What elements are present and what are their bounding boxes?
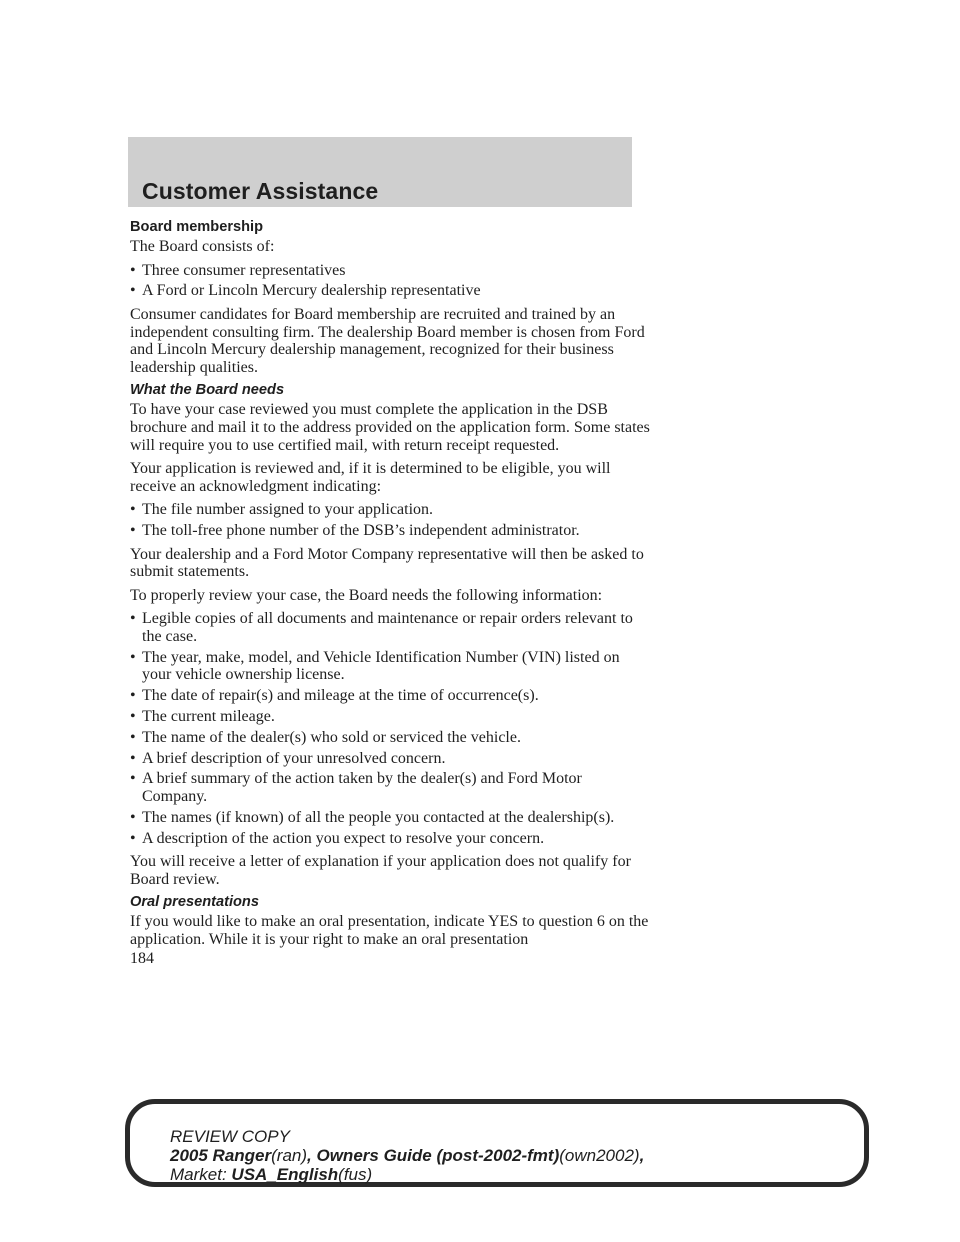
page-number: 184	[130, 950, 154, 967]
bullet-list-required-info	[130, 610, 650, 847]
bullet-icon: •	[130, 522, 136, 540]
heading-oral-presentations: Oral presentations	[130, 894, 259, 911]
bullet-list-board-members	[130, 262, 650, 300]
bullet-icon: •	[130, 749, 136, 767]
list-item: • Legible copies of all documents and maintenance or repair orders relevant to the case.	[130, 610, 633, 646]
paragraph: To have your case reviewed you must complete the application in the DSB brochure and mail it to the address provided on the application form. Some states will require you to use certified mail, with return receipt requested.	[130, 401, 650, 454]
paragraph: Your dealership and a Ford Motor Company representative will then be asked to submit statements.	[130, 545, 644, 581]
paragraph: If you would like to make an oral presentation, indicate YES to question 6 on the application. While it is your right to make an oral presentation	[130, 913, 649, 948]
list-item: • A brief summary of the action taken by the dealer(s) and Ford Motor Company.	[130, 770, 582, 805]
list-item: • Three consumer representatives	[130, 261, 346, 279]
list-item: • A Ford or Lincoln Mercury dealership representative	[130, 282, 481, 300]
list-item: • The current mileage.	[130, 708, 275, 725]
section-title: Customer Assistance	[142, 178, 379, 204]
bullet-icon: •	[130, 808, 136, 826]
bullet-icon: •	[130, 708, 136, 725]
list-item: • The date of repair(s) and mileage at the time of occurrence(s).	[130, 687, 539, 705]
list-item: • The names (if known) of all the people you contacted at the dealership(s).	[130, 808, 615, 826]
bullet-icon: •	[130, 687, 136, 705]
paragraph: You will receive a letter of explanation if your application does not qualify for Board review.	[130, 853, 631, 888]
bullet-icon: •	[130, 829, 136, 847]
bullet-icon: •	[130, 648, 136, 666]
bullet-icon: •	[130, 261, 136, 279]
list-item: • The year, make, model, and Vehicle Identification Number (VIN) listed on your vehicle ownership license.	[130, 648, 620, 684]
paragraph: The Board consists of:	[130, 238, 275, 255]
footer-text	[170, 1127, 644, 1184]
paragraph: Consumer candidates for Board membership are recruited and trained by an independent consulting firm. The dealership Board member is chosen from Ford and Lincoln Mercury dealership management, recognized for their business leadership qualities.	[130, 305, 645, 376]
bullet-icon: •	[130, 728, 136, 746]
list-item: • The toll-free phone number of the DSB’s independent administrator.	[130, 522, 580, 540]
list-item: • A description of the action you expect to resolve your concern.	[130, 829, 545, 847]
list-item: • The file number assigned to your application.	[130, 501, 434, 519]
section-header-band	[128, 137, 632, 207]
footer-line-market: Market: USA_English(fus)	[170, 1165, 373, 1184]
paragraph: Your application is reviewed and, if it is determined to be eligible, you will receive an acknowledgment indicating:	[130, 460, 611, 495]
footer-line-model: 2005 Ranger(ran), Owners Guide (post-2002-fmt)(own2002),	[170, 1146, 645, 1165]
list-item: • The name of the dealer(s) who sold or serviced the vehicle.	[130, 728, 521, 746]
paragraph: To properly review your case, the Board needs the following information:	[130, 586, 603, 604]
bullet-list-acknowledgment	[130, 501, 650, 539]
footer-line-review-copy: REVIEW COPY	[170, 1127, 290, 1146]
bullet-icon: •	[130, 501, 136, 519]
bullet-icon: •	[130, 282, 136, 300]
heading-board-membership: Board membership	[130, 219, 263, 235]
bullet-icon: •	[130, 610, 136, 628]
review-copy-footer	[125, 1099, 869, 1187]
list-item: • A brief description of your unresolved concern.	[130, 749, 446, 767]
heading-board-needs: What the Board needs	[130, 382, 285, 399]
page-content	[130, 219, 650, 954]
bullet-icon: •	[130, 770, 136, 788]
